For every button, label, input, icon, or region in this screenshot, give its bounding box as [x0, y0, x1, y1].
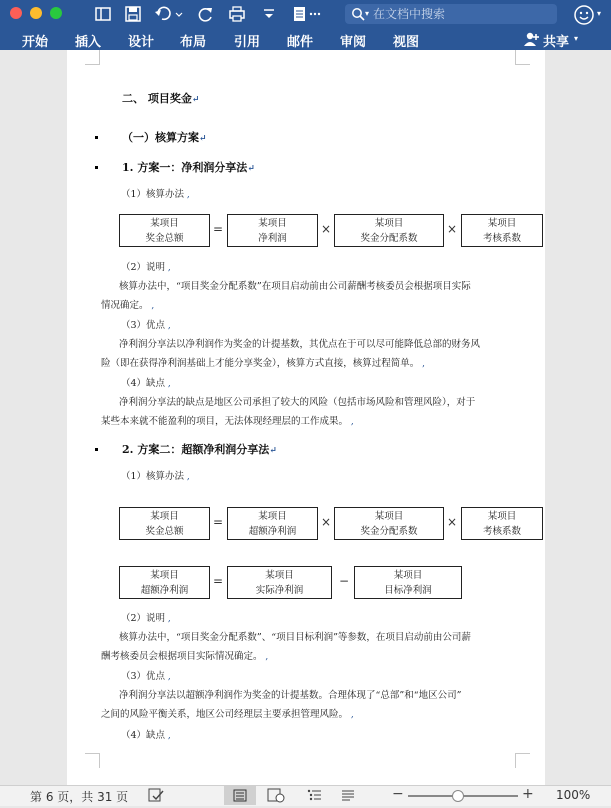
zoom-out-button[interactable]: − — [392, 786, 404, 802]
formula-box: 某项目 超额净利润 — [227, 507, 318, 540]
outline-view-icon[interactable] — [306, 788, 322, 806]
minus-sign: − — [339, 574, 350, 588]
tab-design[interactable]: 设计 — [128, 35, 155, 50]
tab-layout[interactable]: 布局 — [180, 35, 207, 50]
section-title: 二、 项目奖金↵ — [122, 92, 200, 105]
tab-review[interactable]: 审阅 — [340, 35, 367, 50]
plan1-title: 1. 方案一：净利润分享法↵ — [122, 161, 255, 174]
title-bar — [0, 0, 611, 28]
list-bullet — [95, 166, 98, 169]
plan2-method-label: （1）核算办法 , — [121, 471, 190, 482]
minimize-window-button[interactable] — [30, 7, 42, 19]
multiply-sign: × — [447, 515, 458, 529]
zoom-in-button[interactable]: + — [522, 786, 534, 802]
formula-box: 某项目 考核系数 — [461, 214, 543, 247]
paragraph-line: 之间的风险平衡关系，地区公司经理层主要承担管理风险。 , — [101, 709, 354, 720]
draft-view-icon[interactable] — [340, 788, 356, 806]
save-icon[interactable] — [124, 5, 142, 23]
paragraph-line: 净利润分享法的缺点是地区公司承担了较大的风险（包括市场风险和管理风险），对于 — [119, 397, 476, 408]
formula-box: 某项目 超额净利润 — [119, 566, 210, 599]
redo-icon[interactable] — [197, 5, 215, 23]
formula-box: 某项目 净利润 — [227, 214, 318, 247]
undo-icon[interactable] — [154, 5, 184, 23]
plan1-explain-label: （2）说明 , — [121, 262, 171, 273]
plan2-disadvantage-label: （4）缺点 , — [121, 730, 171, 741]
formula-box: 某项目 考核系数 — [461, 507, 543, 540]
proofing-icon[interactable] — [148, 788, 164, 805]
close-window-button[interactable] — [10, 7, 22, 19]
formula-box: 某项目 奖金分配系数 — [334, 507, 444, 540]
web-layout-icon[interactable] — [267, 788, 285, 806]
multiply-sign: × — [447, 222, 458, 236]
tab-mailings[interactable]: 邮件 — [287, 35, 314, 50]
smiley-dropdown-icon[interactable]: ▾ — [597, 9, 602, 18]
multiply-sign: × — [321, 222, 332, 236]
paragraph-line: 净利润分享法以超额净利润作为奖金的计提基数。合理体现了“总部”和“地区公司” — [119, 690, 462, 701]
share-label: 共享 — [543, 35, 570, 50]
paragraph-line: 净利润分享法以净利润作为奖金的计提基数，其优点在于可以尽可能降低总部的财务风 — [119, 339, 481, 350]
plan2-advantage-label: （3）优点 , — [121, 671, 171, 682]
search-dropdown-icon: ▾ — [365, 9, 370, 18]
tab-view[interactable]: 视图 — [393, 35, 420, 50]
print-icon[interactable] — [228, 5, 246, 23]
search-icon — [351, 7, 365, 27]
equals-sign: = — [213, 574, 224, 588]
plan2-title: 2. 方案二：超额净利润分享法↵ — [122, 443, 277, 456]
search-field[interactable] — [345, 4, 557, 24]
paragraph-line: 核算办法中，“项目奖金分配系数”、“项目目标利润”等参数，在项目启动前由公司薪 — [119, 632, 471, 643]
paragraph-line: 核算办法中，“项目奖金分配系数”在项目启动前由公司薪酬考核委员会根据项目实际 — [119, 281, 471, 292]
crop-mark — [85, 50, 100, 65]
customize-toolbar-icon[interactable] — [260, 5, 278, 23]
sidebar-toggle-icon[interactable] — [94, 5, 112, 23]
zoom-level[interactable]: 100% — [556, 788, 591, 802]
plan1-disadvantage-label: （4）缺点 , — [121, 378, 171, 389]
plan1-advantage-label: （3）优点 , — [121, 320, 171, 331]
tab-insert[interactable]: 插入 — [75, 35, 102, 50]
page-counter[interactable]: 第 6 页，共 31 页 — [30, 790, 129, 804]
zoom-slider-thumb[interactable] — [452, 790, 464, 802]
paragraph-line: 酬考核委员会根据项目实际情况确定。 , — [101, 651, 269, 662]
formula-box: 某项目 实际净利润 — [227, 566, 332, 599]
paragraph-line: 某些本来就不能盈利的项目，无法体现经理层的工作成果。 , — [101, 416, 354, 427]
formula-box: 某项目 奖金总额 — [119, 214, 210, 247]
smiley-feedback-icon[interactable] — [573, 4, 595, 26]
equals-sign: = — [213, 222, 224, 236]
status-bar — [0, 785, 611, 806]
equals-sign: = — [213, 515, 224, 529]
paragraph-line: 险（即在获得净利润基础上才能分享奖金），核算方式直接，核算过程简单。 , — [101, 358, 425, 369]
multiply-sign: × — [321, 515, 332, 529]
zoom-window-button[interactable] — [50, 7, 62, 19]
plan2-explain-label: （2）说明 , — [121, 613, 171, 624]
print-layout-icon[interactable] — [224, 786, 256, 805]
paragraph-line: 情况确定。 , — [101, 300, 155, 311]
crop-mark — [85, 753, 100, 768]
formula-box: 某项目 奖金总额 — [119, 507, 210, 540]
formula-box: 某项目 奖金分配系数 — [334, 214, 444, 247]
document-page[interactable] — [67, 50, 545, 785]
add-person-icon — [522, 31, 540, 51]
search-placeholder: 在文档中搜索 — [373, 7, 446, 21]
formula-box: 某项目 目标净利润 — [354, 566, 462, 599]
list-bullet — [95, 448, 98, 451]
document-options-icon[interactable] — [292, 5, 322, 23]
crop-mark — [515, 753, 530, 768]
crop-mark — [515, 50, 530, 65]
subsection-title: （一）核算方案↵ — [122, 131, 207, 144]
list-bullet — [95, 136, 98, 139]
tab-home[interactable]: 开始 — [22, 35, 49, 50]
tab-references[interactable]: 引用 — [234, 35, 261, 50]
plan1-method-label: （1）核算办法 , — [121, 189, 190, 200]
share-dropdown-icon: ▾ — [574, 34, 579, 43]
